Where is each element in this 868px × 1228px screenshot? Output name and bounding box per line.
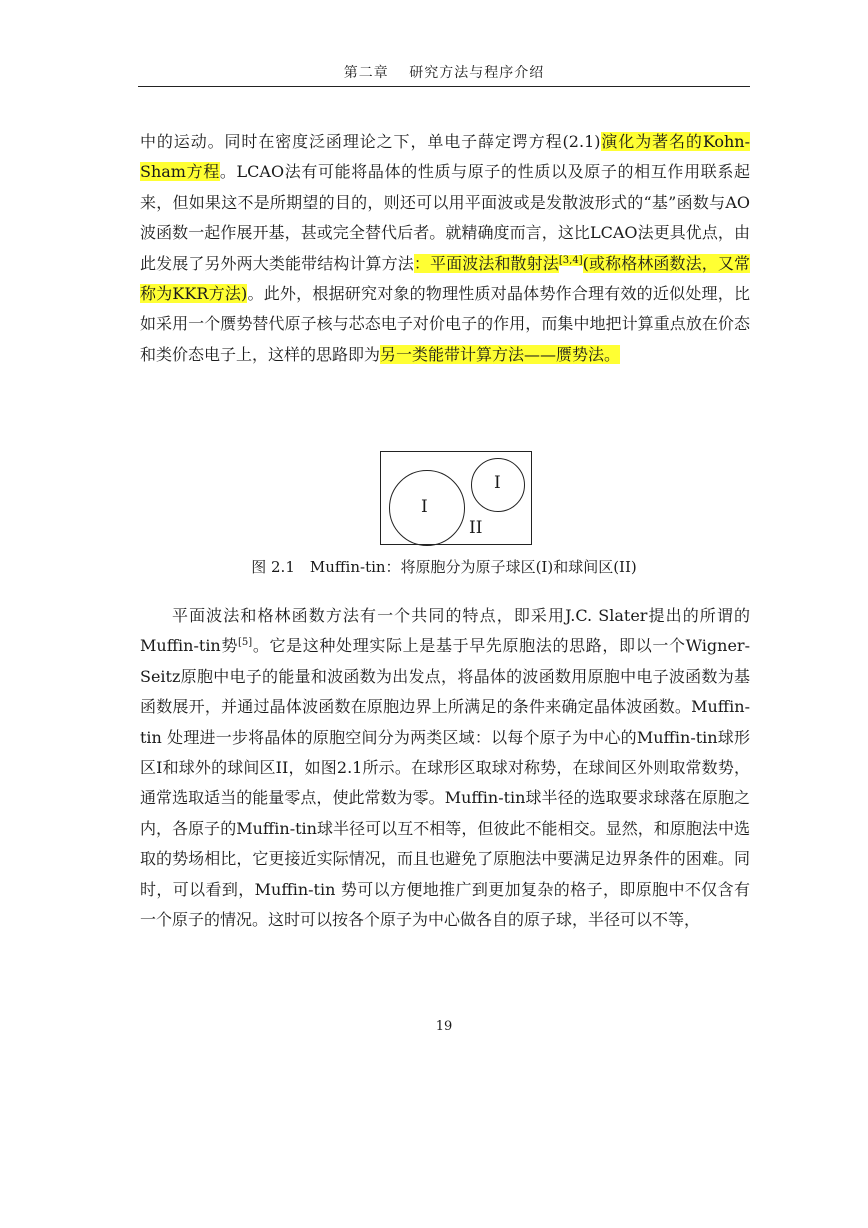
citation-3-4: [3,4]	[558, 254, 583, 266]
running-header: 第二章 研究方法与程序介绍	[343, 65, 545, 81]
paragraph-1	[140, 127, 750, 370]
para1-text-2: 。LCAO法有可能将晶体的性质与原子的性质以及原子的相互作用联系起来，但如果这不是所期望的目的，则还可以用平面波或是发散波形式的“基”函数与AO波函数一起作展开基，甚或完全替代后者。就精确度而言，这比LCAO法更具优点，由此发展了另外两大类能带结构计算方法	[140, 162, 750, 273]
paragraph-2	[140, 601, 750, 935]
para2-text-2: 。它是这种处理实际上是基于早先原胞法的思路，即以一个Wigner-Seitz原胞中电子的能量和波函数为出发点，将晶体的波函数用原胞中电子波函数为基函数展开，并通过晶体波函数在原胞边界上所满足的条件来确定晶体波函数。Muffin-tin 处理进一步将晶体的原胞空间分为两类区域：以每个原子为中心的Muffin-tin球形区I和球外的球间区II，如图2.1所示。在球形区取球对称势，在球间区外则取常数势，通常选取适当的能量零点，使此常数为零。Muffin-tin球半径的选取要求球落在原胞之内，各原子的Muffin-tin球半径可以互不相等，但彼此不能相交。显然，和原胞法中选取的势场相比，它更接近实际情况，而且也避免了原胞法中要满足边界条件的困难。同时，可以看到，Muffin-tin 势可以方便地推广到更加复杂的格子，即原胞中不仅含有一个原子的情况。这时可以按各个原子为中心做各自的原子球，半径可以不等，	[140, 636, 750, 930]
figure-caption: 图 2.1 Muffin-tin：将原胞分为原子球区(I)和球间区(II)	[251, 558, 637, 576]
para1-text-3: 。此外，根据研究对象的物理性质对晶体势作合理有效的近似处理，比如采用一个赝势替代原子核与芯态电子对价电子的作用，而集中地把计算重点放在价态和类价态电子上，这样的思路即为	[140, 284, 750, 364]
para2-text-1: 平面波法和格林函数方法有一个共同的特点，即采用J.C. Slater提出的所谓的Muffin-tin势	[140, 606, 750, 656]
label-region-ii: II	[469, 518, 483, 538]
para1-text-1: 中的运动。同时在密度泛函理论之下，单电子薛定谔方程(2.1)	[140, 132, 601, 151]
highlight-plane-wave: ：平面波法和散射法	[413, 253, 559, 273]
page-number: 19	[435, 1019, 453, 1034]
highlight-kkr: (或称格林函数法，又常称为KKR方法)	[140, 253, 750, 304]
label-region-i-small: I	[494, 473, 501, 493]
highlight-pseudopotential: 另一类能带计算方法——赝势法。	[380, 344, 621, 364]
muffin-tin-figure	[380, 451, 532, 545]
highlight-kohn-sham: 演化为著名的Kohn-Sham方程	[140, 132, 750, 182]
header-rule	[138, 86, 750, 87]
label-region-i-large: I	[421, 497, 428, 517]
citation-5: [5]	[238, 637, 253, 649]
